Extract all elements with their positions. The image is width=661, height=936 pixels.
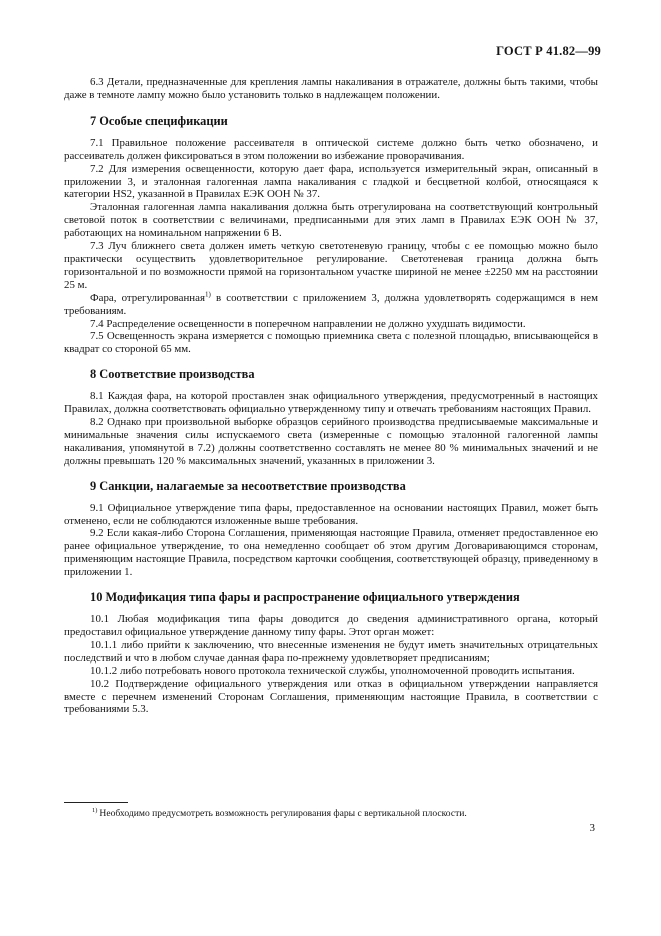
- footnote-reference: 1): [204, 290, 211, 299]
- paragraph-10-1: 10.1 Любая модификация типа фары доводится до сведения административного органа, который предоставил официальное утверждение данному типу фары. Этот орган может:: [64, 613, 598, 638]
- paragraph-7-1: 7.1 Правильное положение рассеивателя в оптической системе должно быть четко обозначено, и рассеиватель должен фиксироваться в этом положении во избежание проворачивания.: [64, 136, 598, 162]
- footnote: [92, 808, 592, 820]
- paragraph-10-1-2: 10.1.2 либо потребовать нового протокола технической службы, уполномоченной проводить испытания.: [90, 664, 575, 677]
- paragraph-7-5: 7.5 Освещенность экрана измеряется с помощью приемника света с полезной площадью, вписывающейся в квадрат со стороной 65 мм.: [64, 330, 598, 356]
- paragraph-7-2-cont: Эталонная галогенная лампа накаливания должна быть отрегулирована на соответствующий контрольный световой поток в соответствии с величинами, предписанными для этих ламп в Правилах ЕЭК ООН № 37, работающих на номинальном напряжении 6 В.: [64, 201, 598, 240]
- page-number: 3: [589, 822, 595, 834]
- document-header: ГОСТ Р 41.82—99: [496, 44, 601, 58]
- section-10-title: 10 Модификация типа фары и распространение официального утверждения: [90, 590, 520, 605]
- paragraph-6-3: 6.3 Детали, предназначенные для крепления лампы накаливания в отражателе, должны быть такими, чтобы даже в темноте лампу можно было установить только в надлежащем положении.: [64, 76, 598, 101]
- paragraph-7-3-cont-b: в соответствии с приложением 3, должна удовлетворять содержащимся в нем требованиям.: [64, 291, 598, 317]
- paragraph-7-2: 7.2 Для измерения освещенности, которую дает фара, используется измерительный экран, описанный в приложении 3, и эталонная галогенная лампа накаливания с гладкой и бесцветной колбой, относящаяся к категории HS2, указанной в Правилах ЕЭК ООН № 37.: [64, 162, 598, 201]
- section-9-title: 9 Санкции, налагаемые за несоответствие производства: [90, 478, 406, 493]
- footnote-divider: [64, 802, 128, 803]
- paragraph-7-3-cont: [64, 292, 598, 318]
- paragraph-10-2: 10.2 Подтверждение официального утверждения или отказ в официальном утверждении направляется вместе с перечнем изменений Сторонам Соглашения, применяющим настоящие Правила, в соответствии с требованиями 5.3.: [64, 677, 598, 716]
- paragraph-7-4: 7.4 Распределение освещенности в поперечном направлении не должно ухудшать видимости.: [90, 317, 526, 330]
- footnote-text: Необходимо предусмотреть возможность регулирования фары с вертикальной плоскости.: [99, 808, 467, 819]
- footnote-mark: 1): [92, 806, 98, 814]
- paragraph-10-1-1: 10.1.1 либо прийти к заключению, что внесенные изменения не будут иметь значительных отрицательных последствий и что в любом случае данная фара по-прежнему удовлетворяет предписаниям;: [64, 638, 598, 664]
- paragraph-9-1: 9.1 Официальное утверждение типа фары, предоставленное на основании настоящих Правил, может быть отменено, если не соблюдаются изложенные выше требования.: [64, 501, 598, 527]
- page-body: [64, 76, 598, 716]
- paragraph-7-3-cont-a: Фара, отрегулированная: [90, 291, 205, 304]
- section-8-title: 8 Соответствие производства: [90, 367, 255, 382]
- section-7-title: 7 Особые спецификации: [90, 113, 228, 128]
- paragraph-8-1: 8.1 Каждая фара, на которой проставлен знак официального утверждения, предусмотренный в настоящих Правилах, должна соответствовать официально утвержденному типу и отвечать требованиям настоящих Правил.: [64, 390, 598, 416]
- paragraph-7-3: 7.3 Луч ближнего света должен иметь четкую светотеневую границу, чтобы с ее помощью можно было практически осуществить удовлетворительное регулирование. Светотеневая граница должна быть горизонтальной и по возможности прямой на горизонтальном участке шириной не менее ±2250 мм на расстоянии 25 м.: [64, 240, 598, 291]
- paragraph-8-2: 8.2 Однако при произвольной выборке образцов серийного производства предписываемые максимальные и минимальные значения силы испускаемого света (измеренные с помощью эталонной галогенной лампы накаливания, упомянутой в 7.2) должны соответственно составлять не менее 80 % минимальных значений и не должны превышать 120 % максимальных значений, указанных в приложении 3.: [64, 416, 598, 467]
- paragraph-9-2: 9.2 Если какая-либо Сторона Соглашения, применяющая настоящие Правила, отменяет предоставленное ею ранее официальное утверждение, то она немедленно сообщает об этом другим Договаривающимся сторонам, применяющим настоящие Правила, посредством карточки сообщения, соответствующей образцу, приведенному в приложении 1.: [64, 527, 598, 579]
